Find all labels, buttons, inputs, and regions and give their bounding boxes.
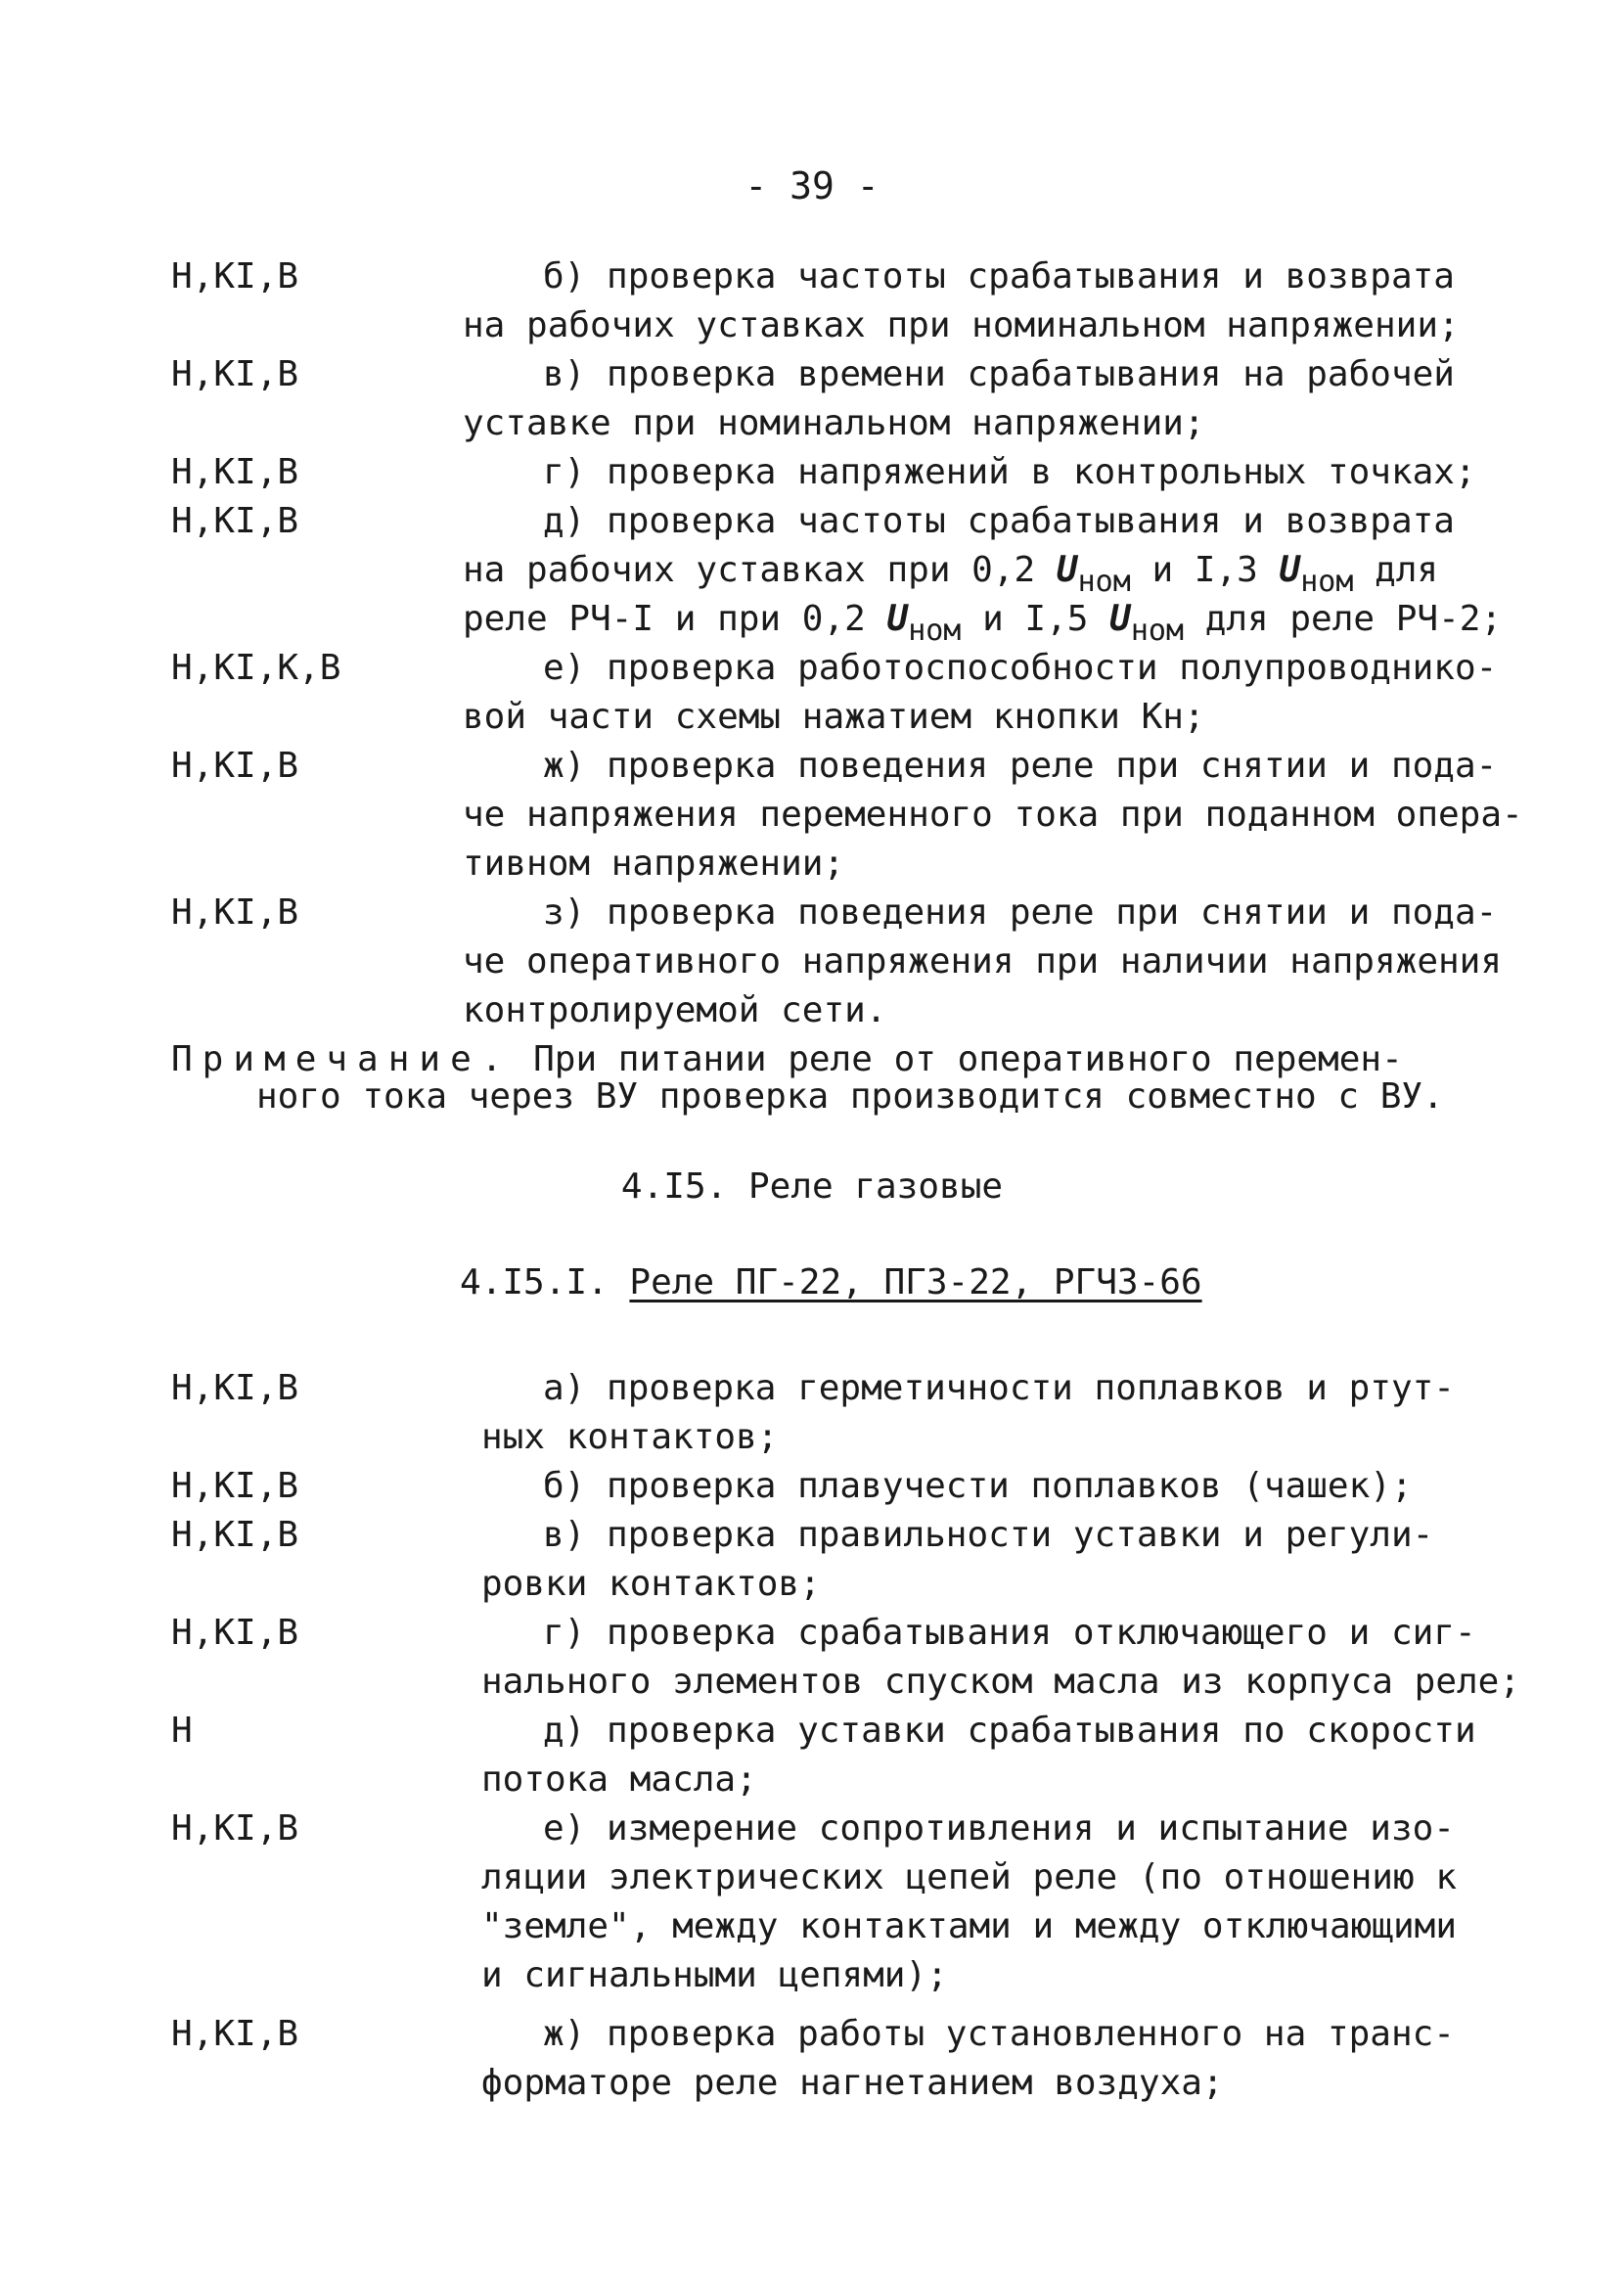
item-text: нального элементов спуском масла из корпуса реле;: [481, 1662, 1521, 1702]
subsection-number: 4.I5.I.: [460, 1262, 609, 1302]
item-text: че напряжения переменного тока при поданном опера-: [463, 795, 1523, 835]
item-code: Н,КI,В: [171, 1613, 299, 1653]
item-text: ных контактов;: [481, 1417, 779, 1457]
note-text: При питании реле от оперативного перемен-: [533, 1039, 1403, 1079]
page-number: - 39 -: [744, 164, 880, 207]
item-text: и сигнальными цепями);: [481, 1955, 948, 1995]
item-text: б) проверка плавучести поплавков (чашек);: [543, 1466, 1413, 1506]
item-code: Н,КI,В: [171, 2014, 299, 2054]
item-text: в) проверка времени срабатывания на рабочей: [543, 354, 1455, 394]
item-text: б) проверка частоты срабатывания и возврата: [543, 256, 1455, 297]
item-text: ляции электрических цепей реле (по отношению к: [481, 1857, 1457, 1897]
item-text: г) проверка напряжений в контрольных точках;: [543, 452, 1476, 492]
item-text: а) проверка герметичности поплавков и ртут-: [543, 1368, 1455, 1408]
item-text: на рабочих уставках при номинальном напряжении;: [463, 305, 1460, 345]
voltage-symbol: U: [1279, 550, 1301, 590]
formula-line: реле РЧ-I и при 0,2 $U_{ном}$ и I,5 $U_{ном}$ для реле РЧ-2;: [463, 599, 1503, 648]
item-text: в) проверка правильности уставки и регули-: [543, 1515, 1434, 1555]
item-code: Н,КI,К,В: [171, 648, 341, 688]
item-text: уставке при номинальном напряжении;: [463, 403, 1205, 443]
item-text: контролируемой сети.: [463, 990, 887, 1030]
voltage-subscript: ном: [1130, 614, 1184, 648]
item-text: е) проверка работоспособности полупроводнико-: [543, 648, 1498, 688]
item-code: Н,КI,В: [171, 1368, 299, 1408]
item-code: Н,КI,В: [171, 1808, 299, 1849]
item-text: д) проверка уставки срабатывания по скорости: [543, 1711, 1476, 1751]
note-label: Примечание.: [171, 1039, 513, 1079]
item-text: потока масла;: [481, 1759, 757, 1800]
item-text: форматоре реле нагнетанием воздуха;: [481, 2063, 1224, 2103]
formula-line: на рабочих уставках при 0,2 $U_{ном}$ и I,3 $U_{ном}$ для: [463, 550, 1439, 599]
subsection-title: Реле ПГ-22, ПГЗ-22, РГЧЗ-66: [629, 1262, 1202, 1302]
item-code: Н,КI,В: [171, 1466, 299, 1506]
voltage-subscript: ном: [1077, 565, 1131, 599]
item-text: че оперативного напряжения при наличии напряжения: [463, 941, 1503, 982]
item-code: Н: [171, 1711, 193, 1751]
voltage-subscript: ном: [908, 614, 962, 648]
item-text: г) проверка срабатывания отключающего и сиг-: [543, 1613, 1476, 1653]
voltage-symbol: U: [1056, 550, 1078, 590]
item-code: Н,КI,В: [171, 452, 299, 492]
item-text: вой части схемы нажатием кнопки Кн;: [463, 697, 1205, 737]
item-code: Н,КI,В: [171, 892, 299, 933]
note: [171, 1039, 1403, 1079]
voltage-symbol: U: [1109, 599, 1131, 639]
item-code: Н,КI,В: [171, 746, 299, 786]
item-code: Н,КI,В: [171, 354, 299, 394]
voltage-subscript: ном: [1300, 565, 1354, 599]
subsection-heading: [460, 1262, 1202, 1302]
item-code: Н,КI,В: [171, 501, 299, 541]
item-text: "земле", между контактами и между отключающими: [481, 1906, 1457, 1946]
note-text-continued: ного тока через ВУ проверка производится совместно с ВУ.: [256, 1076, 1444, 1117]
item-text: з) проверка поведения реле при снятии и пода-: [543, 892, 1498, 933]
item-code: Н,КI,В: [171, 256, 299, 297]
item-text: ровки контактов;: [481, 1564, 821, 1604]
item-text: ж) проверка поведения реле при снятии и пода-: [543, 746, 1498, 786]
item-text: е) измерение сопротивления и испытание изо-: [543, 1808, 1455, 1849]
item-text: д) проверка частоты срабатывания и возврата: [543, 501, 1455, 541]
item-text: ж) проверка работы установленного на транс-: [543, 2014, 1455, 2054]
item-text: тивном напряжении;: [463, 844, 845, 884]
section-heading: 4.I5. Реле газовые: [620, 1166, 1004, 1207]
item-code: Н,КI,В: [171, 1515, 299, 1555]
voltage-symbol: U: [886, 599, 909, 639]
